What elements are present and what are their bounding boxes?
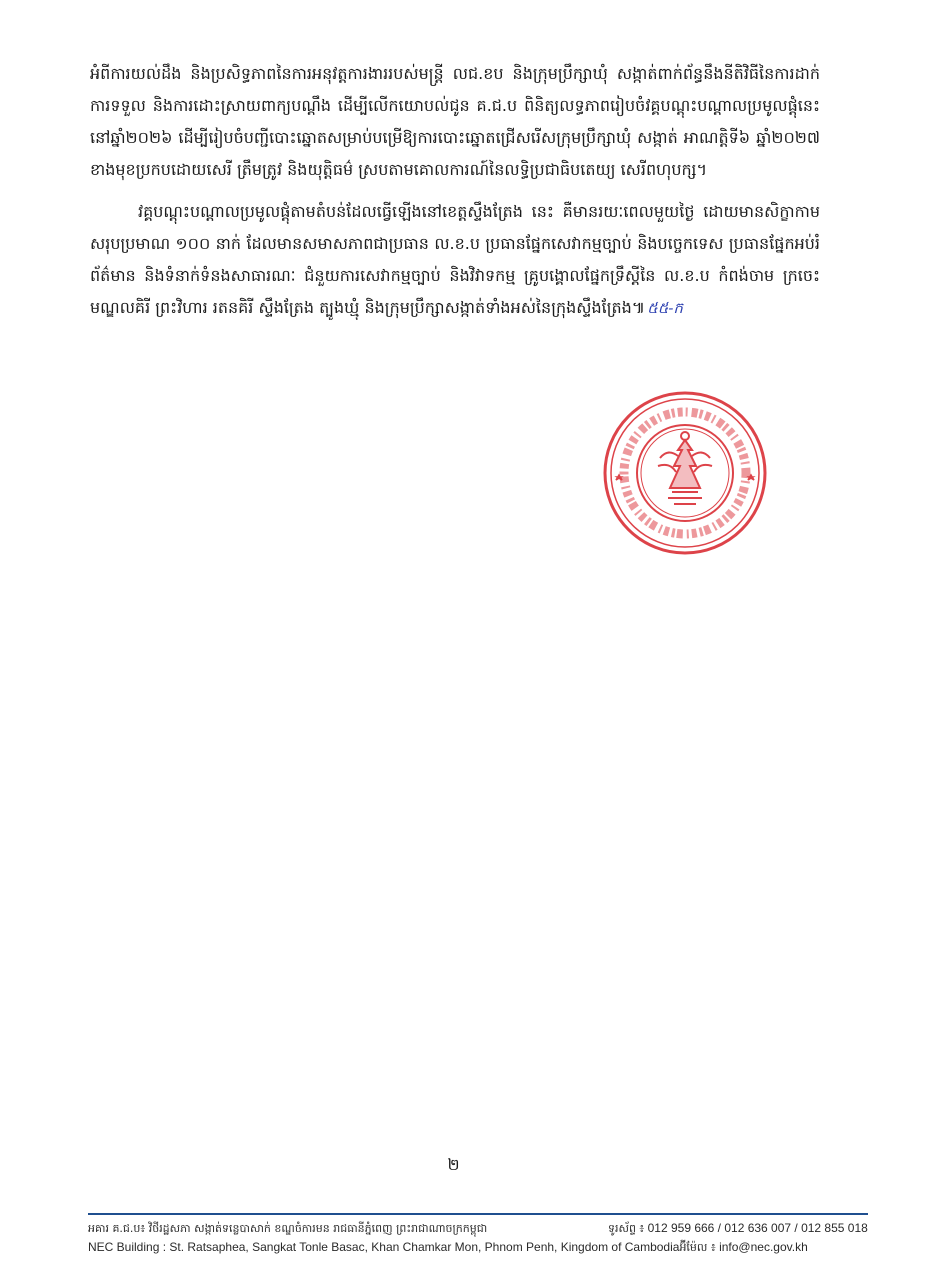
paragraph-2 bbox=[90, 196, 820, 324]
footer-address-en: NEC Building : St. Ratsaphea, Sangkat Tonle Basac, Khan Chamkar Mon, Phnom Penh, Kingdom of Cambodia bbox=[88, 1240, 680, 1254]
paragraph-1: អំពីការយល់ដឹង និងប្រសិទ្ធភាពនៃការអនុវត្តការងាររបស់មន្ត្រី លជ.ខប និងក្រុមប្រឹក្សាឃុំ សង្កាត់ពាក់ព័ន្ធនឹងនីតិវិធីនៃការដាក់ ការទទួល និងការដោះស្រាយពាក្យបណ្ដឹង ដើម្បីលើកយោបល់ជូន គ.ជ.ប ពិនិត្យលទ្ធភាពរៀបចំវគ្គបណ្ដុះបណ្ដាលប្រមូលផ្ដុំនេះនៅឆ្នាំ២០២៦ ដើម្បីរៀបចំបញ្ជីបោះឆ្នោតសម្រាប់បម្រើឱ្យការបោះឆ្នោតជ្រើសរើសក្រុមប្រឹក្សាឃុំ សង្កាត់ អាណត្តិទី៦ ឆ្នាំ២០២៧ ខាងមុខប្រកបដោយសេរី ត្រឹមត្រូវ និងយុត្តិធម៌ ស្របតាមគោលការណ៍នៃលទ្ធិប្រជាធិបតេយ្យ សេរីពហុបក្ស។ bbox=[90, 64, 820, 179]
footer-divider bbox=[88, 1213, 868, 1215]
footer-row-2 bbox=[88, 1238, 870, 1257]
footer-address-km: អគារ គ.ជ.ប៖ វិថីរដ្ឋសភា សង្កាត់ទន្លេបាសាក់ ខណ្ឌចំការមន រាជធានីភ្នំពេញ ព្រះរាជាណាចក្រកម្ពុជា bbox=[88, 1222, 488, 1235]
footer-email-value: info@nec.gov.kh bbox=[719, 1240, 808, 1254]
footer-email bbox=[679, 1238, 941, 1257]
footer-phone-label: ទូរស័ព្ទ ៖ bbox=[608, 1222, 645, 1235]
seal-stamp-icon bbox=[600, 388, 770, 558]
footer-email-label: អ៊ីម៉ែល ៖ bbox=[679, 1241, 716, 1254]
paragraph-2-text: វគ្គបណ្ដុះបណ្ដាលប្រមូលផ្ដុំតាមតំបន់ដែលធ្វើឡើងនៅខេត្តស្ទឹងត្រែង នេះ គឺមានរយៈពេលមួយថ្ងៃ ដោយមានសិក្ខាកាមសរុបប្រមាណ ១០០ នាក់ ដែលមានសមាសភាពជាប្រធាន ល.ខ.ប ប្រធានផ្នែកសេវាកម្មច្បាប់ និងបច្ចេកទេស ប្រធានផ្នែកអប់រំ ព័ត៌មាន និងទំនាក់ទំនងសាធារណៈ ជំនួយការសេវាកម្មច្បាប់ និងវិវាទកម្ម គ្រូបង្គោលផ្នែកទ្រឹស្ដីនៃ ល.ខ.ប កំពង់ចាម ក្រចេះ មណ្ឌលគិរី ព្រះវិហារ រតនគិរី ស្ទឹងត្រែង ត្បូងឃ្មុំ និងក្រុមប្រឹក្សាសង្កាត់ទាំងអស់នៃក្រុងស្ទឹងត្រែង៕ bbox=[90, 202, 820, 317]
footer-row-1 bbox=[88, 1219, 870, 1238]
footer bbox=[88, 1219, 870, 1257]
footer-phone bbox=[608, 1219, 870, 1238]
document-body bbox=[90, 58, 820, 334]
footer-phone-value: 012 959 666 / 012 636 007 / 012 855 018 bbox=[647, 1221, 868, 1235]
page-number: ២ bbox=[447, 1155, 460, 1174]
handwritten-initials: ៥៥-ក bbox=[647, 299, 683, 317]
official-seal bbox=[600, 388, 770, 558]
